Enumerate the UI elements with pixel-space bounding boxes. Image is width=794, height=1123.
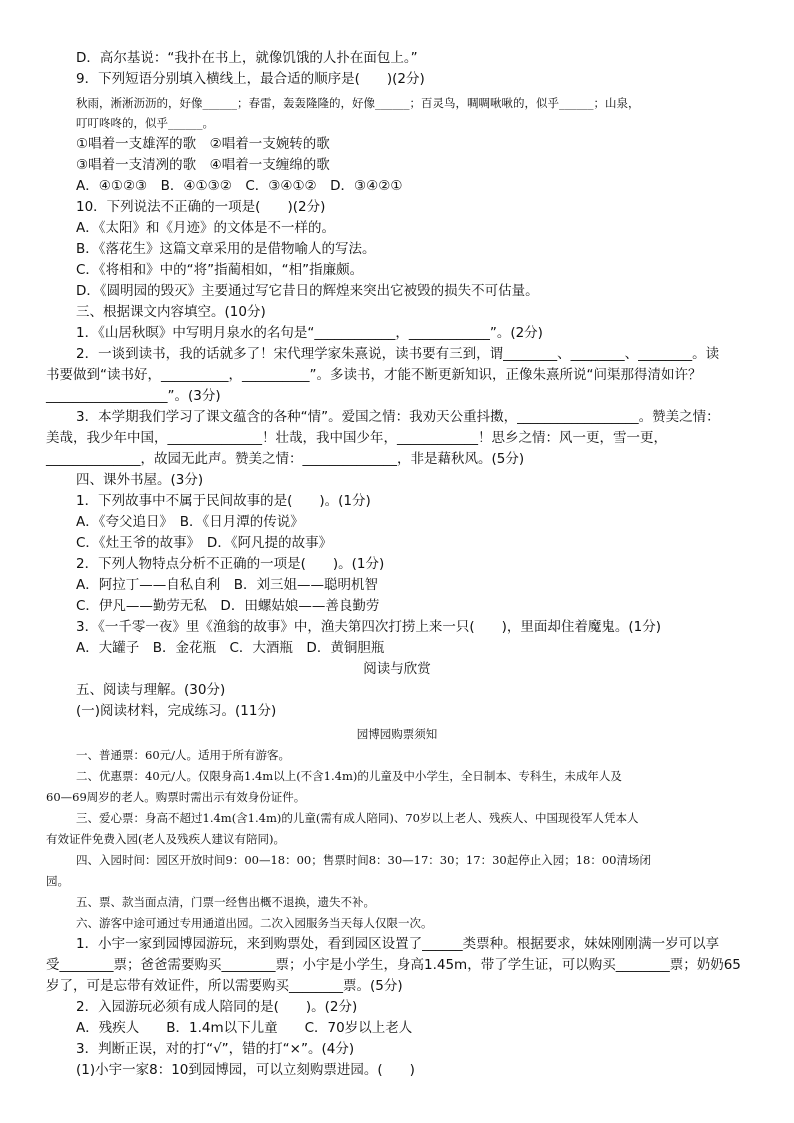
- section-5-heading: 五、阅读与理解。(30分): [76, 682, 226, 698]
- reading-question-1-line: 岁了，可是忘带有效证件，所以需要购买________票。(5分): [46, 978, 403, 994]
- reading-question-1-line: 受________票；爸爸需要购买________票；小宇是小学生，身高1.45m，带了学生证，可以购买________票；奶奶65: [46, 957, 741, 973]
- notice-item-3: 三、爱心票：身高不超过1.4m(含1.4m)的儿童(需有成人陪同)、70岁以上老人、残疾人、中国现役军人凭本人: [76, 811, 639, 825]
- fill-question-2-line: 书要做到“读书好，__________，__________”。多读书，才能不断更新知识，正像朱熹所说“问渠那得清如许？: [46, 367, 702, 383]
- book-question-2: 2．下列人物特点分析不正确的一项是( )。(1分): [76, 556, 385, 572]
- reading-1-heading: (一)阅读材料，完成练习。(11分): [76, 703, 277, 719]
- notice-item-2-line: 60—69周岁的老人。购票时需出示有效身份证件。: [46, 790, 306, 804]
- section-4-heading: 四、课外书屋。(3分): [76, 472, 204, 488]
- question-9: 9．下列短语分别填入横线上，最合适的顺序是( )(2分): [76, 71, 425, 87]
- notice-item-1: 一、普通票：60元/人。适用于所有游客。: [76, 748, 291, 762]
- question-9-choice-line: ①唱着一支雄浑的歌 ②唱着一支婉转的歌: [76, 136, 330, 152]
- fill-question-2-line: __________________”。(3分): [46, 388, 221, 404]
- book-question-2-options: A．阿拉丁——自私自利 B．刘三姐——聪明机智: [76, 577, 378, 593]
- part-heading-reading: 阅读与欣赏: [363, 661, 431, 677]
- fill-question-3: 3．本学期我们学习了课文蕴含的各种“情”。爱国之情：我劝天公重抖擞，__________________。赞美之情：: [76, 409, 720, 425]
- question-9-text-line: 叮叮咚咚的，似乎______。: [76, 116, 214, 130]
- notice-title: 园博园购票须知: [356, 727, 438, 741]
- question-10-option-b: B．《落花生》这篇文章采用的是借物喻人的写法。: [76, 241, 376, 257]
- reading-question-3: 3．判断正误，对的打“√”，错的打“×”。(4分): [76, 1041, 355, 1057]
- book-question-1-options: C．《灶王爷的故事》 D．《阿凡提的故事》: [76, 535, 333, 551]
- question-9-choice-line: ③唱着一支清冽的歌 ④唱着一支缠绵的歌: [76, 157, 330, 173]
- reading-question-2: 2．入园游玩必须有成人陪同的是( )。(2分): [76, 999, 358, 1015]
- question-10-option-d: D．《圆明园的毁灭》主要通过写它昔日的辉煌来突出它被毁的损失不可估量。: [76, 283, 539, 299]
- notice-item-4-line: 园。: [46, 874, 69, 888]
- fill-question-2: 2．一谈到读书，我的话就多了！宋代理学家朱熹说，读书要有三到，谓________、________、________。读: [76, 346, 720, 362]
- reading-question-1: 1．小宇一家到园博园游玩，来到购票处，看到园区设置了______类票种。根据要求，妹妹刚刚满一岁可以享: [76, 936, 720, 952]
- fill-question-3-line: ______________，故园无此声。赞美之情：______________，非是藉秋风。(5分): [46, 451, 525, 467]
- book-question-2-options: C．伊凡——勤劳无私 D．田螺姑娘——善良勤劳: [76, 598, 380, 614]
- book-question-1: 1．下列故事中不属于民间故事的是( )。(1分): [76, 493, 371, 509]
- fill-question-1: 1．《山居秋暝》中写明月泉水的名句是“____________，____________”。(2分): [76, 325, 543, 341]
- question-10: 10．下列说法不正确的一项是( )(2分): [76, 199, 326, 215]
- reading-question-3-item-1: (1)小宇一家8：10到园博园，可以立刻购票进园。( ): [76, 1062, 415, 1078]
- question-9-options: A．④①②③ B．④①③② C．③④①② D．③④②①: [76, 178, 403, 194]
- option-d: D．高尔基说：“我扑在书上，就像饥饿的人扑在面包上。”: [76, 50, 418, 66]
- notice-item-3-line: 有效证件免费入园(老人及残疾人建议有陪同)。: [46, 832, 285, 846]
- book-question-3: 3．《一千零一夜》里《渔翁的故事》中，渔夫第四次打捞上来一只( )，里面却住着魔鬼。(1分): [76, 619, 661, 635]
- reading-question-2-options: A．残疾人 B．1.4m以下儿童 C．70岁以上老人: [76, 1020, 413, 1036]
- question-10-option-c: C．《将相和》中的“将”指蔺相如，“相”指廉颇。: [76, 262, 364, 278]
- section-3-heading: 三、根据课文内容填空。(10分): [76, 304, 266, 320]
- notice-item-5: 五、票、款当面点清，门票一经售出概不退换，遗失不补。: [76, 895, 375, 909]
- notice-item-4: 四、入园时间：园区开放时间9：00—18：00；售票时间8：30—17：30；17：30起停止入园；18：00清场闭: [76, 853, 651, 867]
- question-10-option-a: A．《太阳》和《月迹》的文体是不一样的。: [76, 220, 335, 236]
- book-question-3-options: A．大罐子 B．金花瓶 C．大酒瓶 D．黄铜胆瓶: [76, 640, 385, 656]
- book-question-1-options: A．《夸父追日》 B．《日月潭的传说》: [76, 514, 304, 530]
- question-9-text-line: 秋雨，淅淅沥沥的，好像______；春雷，轰轰隆隆的，好像______；百灵鸟，啁啁啾啾的，似乎______；山泉，: [76, 96, 640, 110]
- notice-item-6: 六、游客中途可通过专用通道出园。二次入园服务当天每人仅限一次。: [76, 916, 433, 930]
- notice-item-2: 二、优惠票：40元/人。仅限身高1.4m以上(不含1.4m)的儿童及中小学生，全日制本、专科生，未成年人及: [76, 769, 622, 783]
- fill-question-3-line: 美哉，我少年中国，______________！壮哉，我中国少年，____________！思乡之情：风一更，雪一更，: [46, 430, 667, 446]
